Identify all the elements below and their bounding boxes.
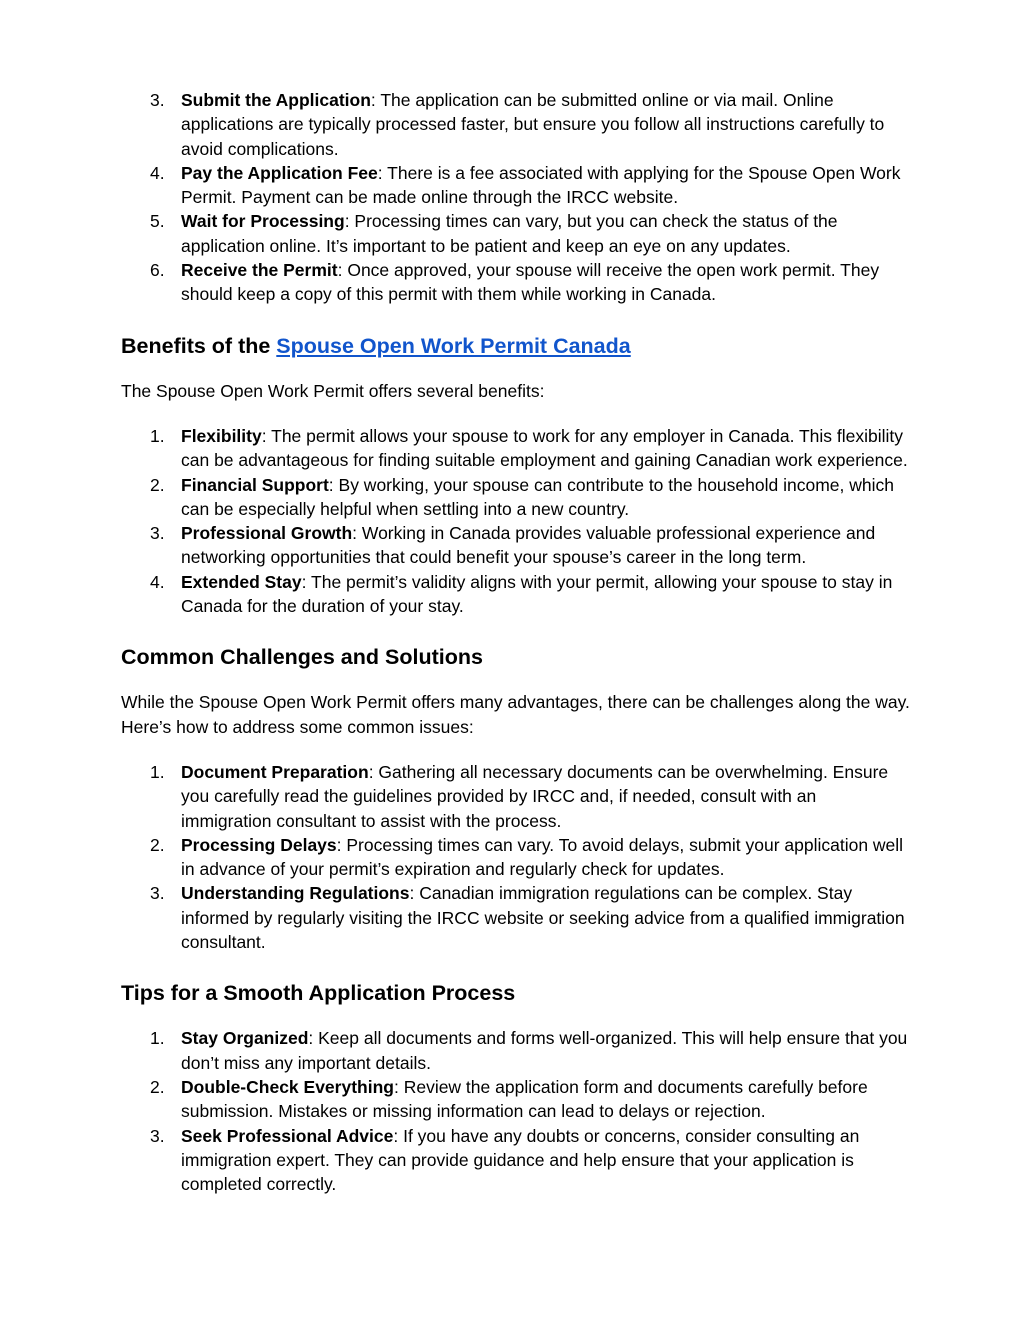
- list-number: 1.: [150, 1028, 165, 1049]
- list-text: : There is a fee associated with applying for the Spouse Open Work Permit. Payment can be made online through the IRCC website.: [181, 162, 901, 208]
- list-number: 1.: [150, 425, 165, 446]
- spouse-permit-link[interactable]: Spouse Open Work Permit Canada: [276, 333, 631, 358]
- list-item: [121, 521, 911, 570]
- list-term: Extended Stay: [181, 571, 302, 592]
- list-text: : Processing times can vary. To avoid delays, submit your application well in advance of your permit’s expiration and regularly check for updates.: [181, 834, 904, 880]
- list-number: 3.: [150, 883, 165, 904]
- list-number: 6.: [150, 260, 165, 281]
- list-text: : Canadian immigration regulations can be complex. Stay informed by regularly visiting the IRCC website or seeking advice from a qualified immigration consultant.: [181, 883, 905, 953]
- list-number: 2.: [150, 1076, 165, 1097]
- list-term: Seek Professional Advice: [181, 1125, 394, 1146]
- list-text: : Once approved, your spouse will receive the open work permit. They should keep a copy of this permit with them while working in Canada.: [181, 260, 880, 305]
- list-term: Submit the Application: [181, 90, 371, 110]
- list-term: Stay Organized: [181, 1028, 309, 1049]
- challenges-list: [121, 760, 911, 954]
- list-number: 3.: [150, 523, 165, 544]
- list-term: Receive the Permit: [181, 260, 338, 281]
- list-text: : Working in Canada provides valuable professional experience and networking opportunities that could benefit your spouse’s career in the long term.: [181, 523, 876, 568]
- list-number: 4.: [150, 571, 165, 592]
- list-text: : Review the application form and documents carefully before submission. Mistakes or missing information can lead to delays or rejection.: [181, 1076, 868, 1122]
- list-number: 3.: [150, 90, 165, 110]
- list-item: [121, 1026, 911, 1075]
- list-number: 1.: [150, 761, 165, 782]
- tips-list: [121, 1026, 911, 1196]
- list-text: : The application can be submitted online or via mail. Online applications are typically processed faster, but ensure you follow all instructions carefully to avoid complications.: [181, 90, 885, 159]
- list-item: [121, 760, 911, 833]
- list-term: Financial Support: [181, 474, 329, 495]
- list-text: : Gathering all necessary documents can be overwhelming. Ensure you carefully read the guidelines provided by IRCC and, if needed, consult with an immigration consultant to assist with the process.: [181, 761, 889, 831]
- benefits-list: [121, 424, 911, 618]
- list-term: Wait for Processing: [181, 211, 345, 232]
- list-text: : The permit’s validity aligns with your permit, allowing your spouse to stay in Canada for the duration of your stay.: [181, 571, 893, 617]
- document-page: [121, 88, 911, 1196]
- list-number: 3.: [150, 1125, 165, 1146]
- list-item: [121, 473, 911, 522]
- list-text: : The permit allows your spouse to work for any employer in Canada. This flexibility can be advantageous for finding suitable employment and gaining Canadian work experience.: [181, 425, 908, 471]
- list-item: [121, 424, 911, 473]
- list-item: [121, 209, 911, 258]
- list-term: Professional Growth: [181, 523, 353, 544]
- list-item: [121, 161, 911, 210]
- benefits-heading-prefix: Benefits of the: [121, 333, 277, 358]
- benefits-intro: The Spouse Open Work Permit offers several benefits:: [121, 380, 545, 401]
- list-item: [121, 570, 911, 619]
- tips-heading: Tips for a Smooth Application Process: [121, 981, 516, 1006]
- challenges-intro: While the Spouse Open Work Permit offers many advantages, there can be challenges along the way. Here’s how to address some common issues:: [121, 692, 910, 737]
- challenges-heading: Common Challenges and Solutions: [121, 645, 483, 670]
- list-text: : If you have any doubts or concerns, consider consulting an immigration expert. They can provide guidance and help ensure that your application is completed correctly.: [181, 1125, 860, 1195]
- list-term: Double-Check Everything: [181, 1076, 394, 1097]
- list-item: [121, 833, 911, 882]
- list-term: Document Preparation: [181, 761, 369, 782]
- list-term: Flexibility: [181, 425, 262, 446]
- list-item: [121, 1124, 911, 1197]
- list-item: [121, 881, 911, 954]
- list-number: 5.: [150, 211, 165, 232]
- list-number: 2.: [150, 474, 165, 495]
- list-number: 2.: [150, 834, 165, 855]
- list-text: : Processing times can vary, but you can check the status of the application online. It’s important to be patient and keep an eye on any updates.: [181, 211, 838, 256]
- list-term: Processing Delays: [181, 834, 337, 855]
- application-steps-list: [121, 88, 911, 307]
- list-item: [121, 1075, 911, 1124]
- list-number: 4.: [150, 162, 165, 183]
- list-item: [121, 88, 911, 161]
- list-text: : Keep all documents and forms well-organized. This will help ensure that you don’t miss any important details.: [181, 1028, 908, 1073]
- list-term: Understanding Regulations: [181, 883, 410, 904]
- list-term: Pay the Application Fee: [181, 162, 378, 183]
- list-text: : By working, your spouse can contribute to the household income, which can be especially helpful when settling into a new country.: [181, 474, 894, 519]
- list-item: [121, 258, 911, 307]
- benefits-heading: [121, 332, 911, 360]
